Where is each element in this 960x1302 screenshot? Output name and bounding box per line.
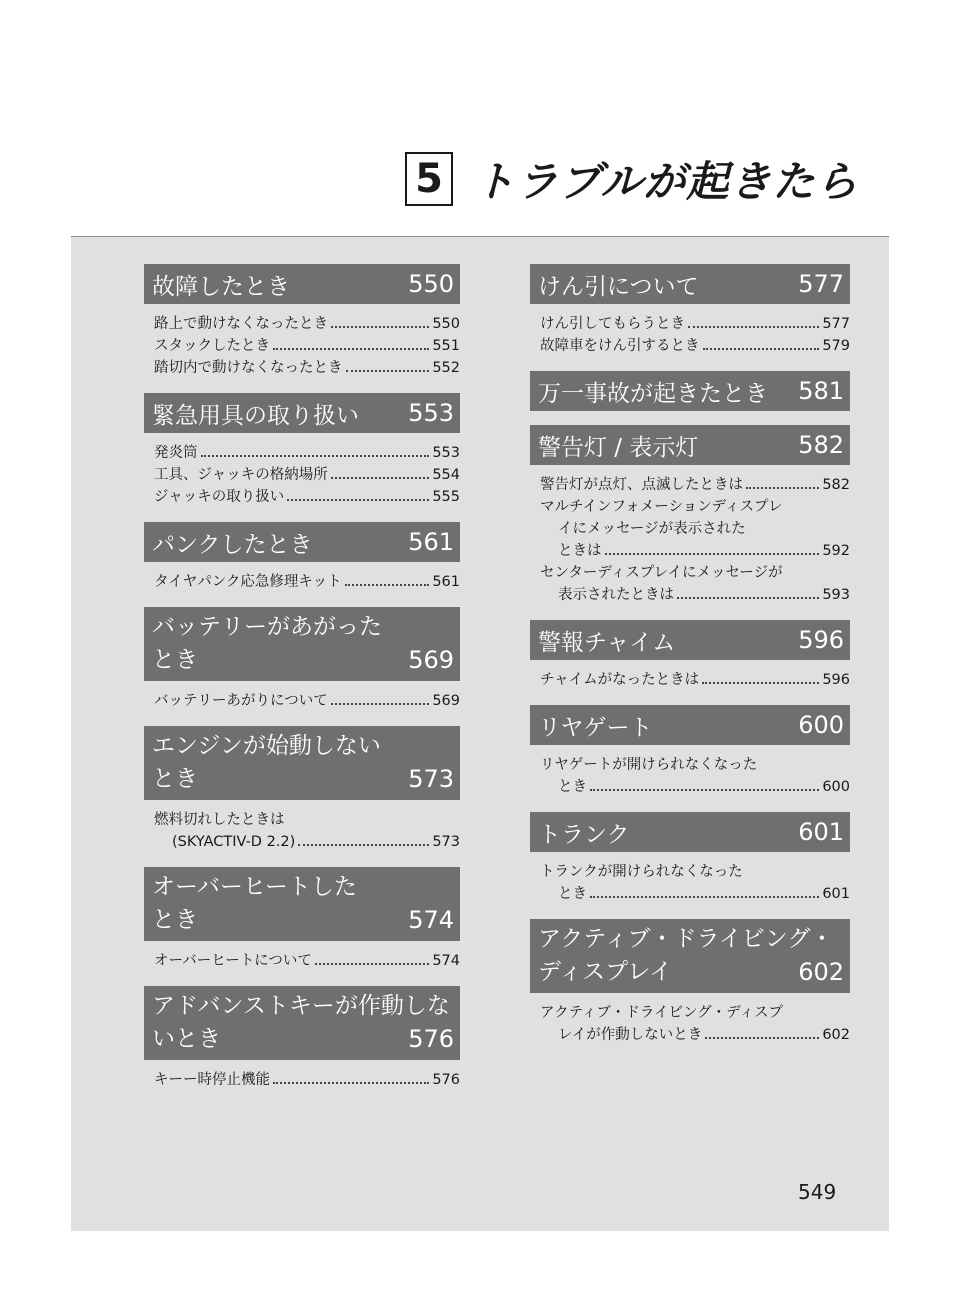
toc-section: [144, 986, 460, 1091]
toc-section: [144, 393, 460, 508]
toc-entry[interactable]: 燃料切れしたときは (SKYACTIV-D 2.2) 573: [154, 812, 460, 850]
toc-section: [530, 264, 850, 357]
section-title-line1: オーバーヒートした: [152, 874, 357, 900]
section-title: 警報チャイム: [538, 629, 676, 656]
toc-section: [144, 726, 460, 853]
section-heading[interactable]: [144, 986, 460, 1060]
section-page: 574: [408, 906, 454, 934]
toc-entry[interactable]: オーバーヒートについて 574: [154, 953, 460, 969]
section-page: 602: [798, 958, 844, 986]
section-title: 万一事故が起きたとき: [538, 380, 768, 407]
chapter-title: トラブルが起きたら: [473, 157, 859, 206]
toc-entry[interactable]: けん引してもらうとき 577: [540, 316, 850, 332]
section-heading[interactable]: [530, 620, 850, 660]
section-page: 577: [798, 270, 844, 298]
section-title-line2: いとき: [152, 1026, 221, 1052]
section-title-line1: バッテリーがあがった: [152, 614, 382, 640]
section-heading[interactable]: [530, 705, 850, 745]
toc-left-column: [144, 264, 460, 1105]
section-title-line1: エンジンが始動しない: [152, 733, 381, 759]
section-heading[interactable]: [144, 393, 460, 433]
toc-entry[interactable]: バッテリーあがりについて 569: [154, 693, 460, 709]
toc-entry[interactable]: マルチインフォメーションディスプレ イにメッセージが表示された ときは 592: [540, 499, 850, 559]
section-page: 576: [408, 1025, 454, 1053]
toc-right-column: [530, 264, 850, 1060]
toc-section: [530, 919, 850, 1046]
section-title-line1: アクティブ・ドライビング・: [538, 926, 834, 952]
toc-entry[interactable]: アクティブ・ドライビング・ディスプ レイが作動しないとき 602: [540, 1005, 850, 1043]
toc-section: [144, 522, 460, 593]
toc-section: [144, 607, 460, 712]
toc-entry[interactable]: キーー時停止機能 576: [154, 1072, 460, 1088]
toc-section: [530, 812, 850, 905]
toc-section: [530, 371, 850, 411]
section-title-line2: ディスプレイ: [538, 959, 673, 985]
toc-section: [530, 705, 850, 798]
section-page: 553: [408, 399, 454, 427]
section-page: 596: [798, 626, 844, 654]
toc-section: [144, 867, 460, 972]
toc-entry[interactable]: ジャッキの取り扱い 555: [154, 489, 460, 505]
section-title: 故障したとき: [152, 273, 290, 300]
section-heading[interactable]: [144, 522, 460, 562]
section-page: 573: [408, 765, 454, 793]
toc-entry[interactable]: 踏切内で動けなくなったとき 552: [154, 360, 460, 376]
section-heading[interactable]: [530, 919, 850, 993]
toc-entry[interactable]: 警告灯が点灯、点滅したときは 582: [540, 477, 850, 493]
section-heading[interactable]: [530, 425, 850, 465]
section-page: 581: [798, 377, 844, 405]
section-title: 警告灯 / 表示灯: [538, 434, 699, 461]
toc-entry[interactable]: チャイムがなったときは 596: [540, 672, 850, 688]
toc-entry[interactable]: 路上で動けなくなったとき 550: [154, 316, 460, 332]
section-page: 601: [798, 818, 844, 846]
section-title-line2: とき: [152, 647, 198, 673]
section-page: 569: [408, 646, 454, 674]
section-heading[interactable]: [144, 607, 460, 681]
chapter-number: 5: [405, 152, 453, 206]
toc-entry[interactable]: タイヤパンク応急修理キット 561: [154, 574, 460, 590]
section-title: けん引について: [538, 273, 699, 300]
section-heading[interactable]: [530, 371, 850, 411]
section-title-line1: アドバンストキーが作動しな: [152, 993, 450, 1019]
section-page: 561: [408, 528, 454, 556]
toc-section: [530, 620, 850, 691]
section-page: 550: [408, 270, 454, 298]
toc-entry[interactable]: 発炎筒 553: [154, 445, 460, 461]
toc-entry[interactable]: センターディスプレイにメッセージが 表示されたときは 593: [540, 565, 850, 603]
toc-entry[interactable]: 故障車をけん引するとき 579: [540, 338, 850, 354]
toc-entry[interactable]: スタックしたとき 551: [154, 338, 460, 354]
section-page: 600: [798, 711, 844, 739]
section-title: 緊急用具の取り扱い: [152, 402, 359, 429]
section-heading[interactable]: [530, 264, 850, 304]
section-heading[interactable]: [144, 867, 460, 941]
toc-section: [530, 425, 850, 606]
section-title: トランク: [538, 821, 630, 848]
toc-section: [144, 264, 460, 379]
section-title: パンクしたとき: [152, 531, 313, 558]
section-title-line2: とき: [152, 766, 198, 792]
toc-entry[interactable]: トランクが開けられなくなった とき 601: [540, 864, 850, 902]
chapter-header: [405, 152, 858, 206]
section-title: リヤゲート: [538, 714, 653, 741]
section-page: 582: [798, 431, 844, 459]
toc-entry[interactable]: 工具、ジャッキの格納場所 554: [154, 467, 460, 483]
section-heading[interactable]: [144, 726, 460, 800]
section-heading[interactable]: [530, 812, 850, 852]
section-title-line2: とき: [152, 907, 198, 933]
section-heading[interactable]: [144, 264, 460, 304]
toc-entry[interactable]: リヤゲートが開けられなくなった とき 600: [540, 757, 850, 795]
page-number: 549: [798, 1180, 837, 1204]
